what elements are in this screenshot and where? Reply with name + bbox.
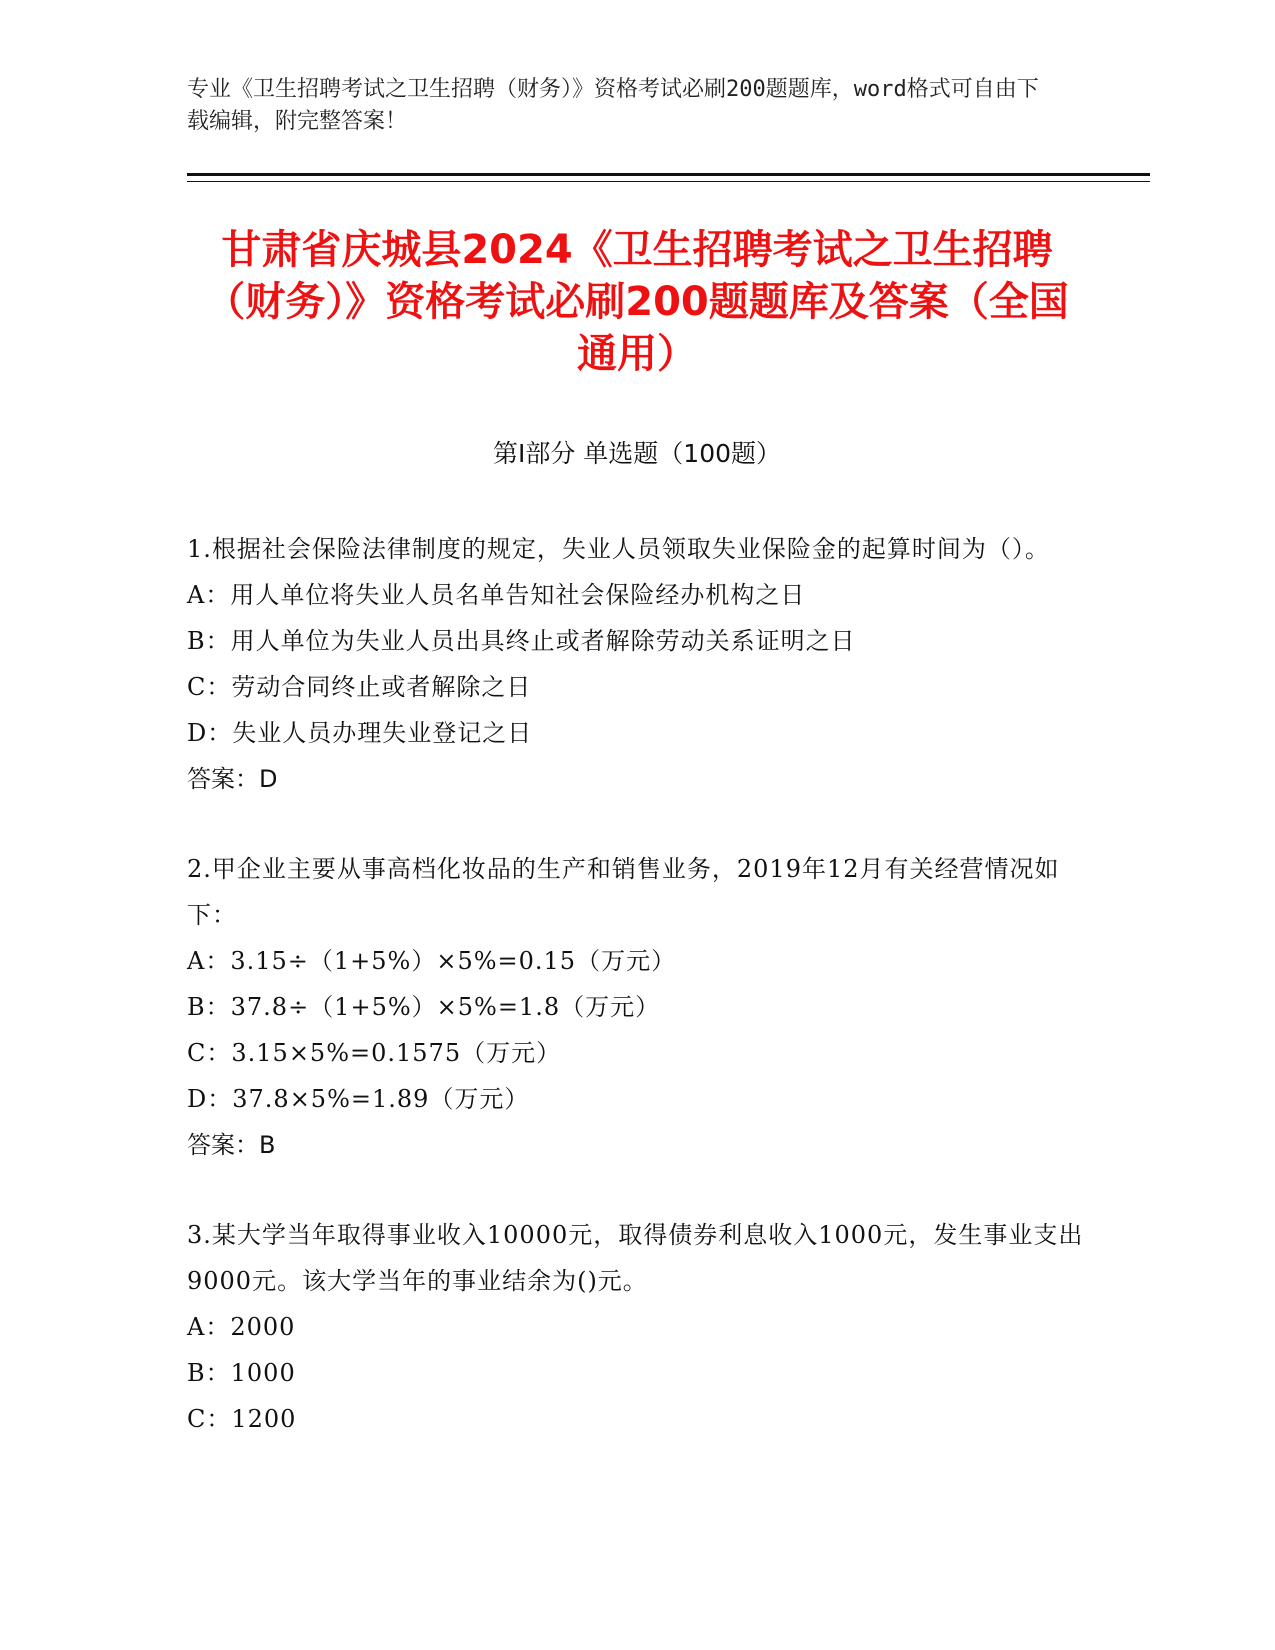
- option-letter: D：: [187, 1085, 233, 1113]
- option-b: [187, 1350, 1087, 1396]
- option-d: [187, 710, 1087, 756]
- option-c: [187, 1030, 1087, 1076]
- option-text: 1000: [230, 1359, 296, 1387]
- header-note: 专业《卫生招聘考试之卫生招聘（财务）》资格考试必刷200题题库，word格式可自由下载编辑，附完整答案！: [187, 77, 1039, 134]
- option-letter: C：: [187, 673, 232, 701]
- option-text: 3.15÷（1+5%）×5%=0.15（万元）: [230, 947, 677, 975]
- option-letter: C：: [187, 1039, 232, 1067]
- option-text: 2000: [230, 1313, 296, 1341]
- option-d: [187, 1076, 1087, 1122]
- question-stem: 2.甲企业主要从事高档化妆品的生产和销售业务，2019年12月有关经营情况如下：: [187, 855, 1060, 929]
- option-letter: B：: [187, 993, 231, 1021]
- question-3: [187, 1212, 1087, 1442]
- option-a: [187, 1304, 1087, 1350]
- header-divider-thick: [187, 173, 1150, 176]
- option-c: [187, 1396, 1087, 1442]
- question-stem: 1.根据社会保险法律制度的规定，失业人员领取失业保险金的起算时间为（）。: [187, 535, 1050, 563]
- answer-line: 答案：B: [187, 1131, 276, 1159]
- option-a: [187, 572, 1087, 618]
- option-text: 失业人员办理失业登记之日: [232, 719, 533, 747]
- option-text: 1200: [231, 1405, 297, 1433]
- option-letter: A：: [187, 1313, 231, 1341]
- question-list: [187, 526, 1087, 1486]
- option-text: 37.8÷（1+5%）×5%=1.8（万元）: [230, 993, 661, 1021]
- option-b: [187, 984, 1087, 1030]
- option-letter: D：: [187, 719, 233, 747]
- option-text: 用人单位为失业人员出具终止或者解除劳动关系证明之日: [230, 627, 856, 655]
- document-title: 甘肃省庆城县2024《卫生招聘考试之卫生招聘（财务）》资格考试必刷200题题库及答案（全国通用）: [205, 227, 1069, 377]
- option-b: [187, 618, 1087, 664]
- header-divider-thin: [187, 181, 1150, 182]
- option-text: 37.8×5%=1.89（万元）: [232, 1085, 530, 1113]
- option-letter: A：: [187, 947, 231, 975]
- option-letter: C：: [187, 1405, 232, 1433]
- option-text: 劳动合同终止或者解除之日: [231, 673, 532, 701]
- option-c: [187, 664, 1087, 710]
- question-2: [187, 846, 1087, 1168]
- answer-line: 答案：D: [187, 765, 278, 793]
- option-text: 用人单位将失业人员名单告知社会保险经办机构之日: [230, 581, 806, 609]
- option-letter: A：: [187, 581, 231, 609]
- option-text: 3.15×5%=0.1575（万元）: [231, 1039, 562, 1067]
- option-letter: B：: [187, 1359, 231, 1387]
- question-1: [187, 526, 1087, 802]
- option-a: [187, 938, 1087, 984]
- option-letter: B：: [187, 627, 231, 655]
- section-heading: 第Ⅰ部分 单选题（100题）: [492, 439, 782, 468]
- question-stem: 3.某大学当年取得事业收入10000元，取得债券利息收入1000元，发生事业支出9000元。该大学当年的事业结余为()元。: [187, 1221, 1084, 1295]
